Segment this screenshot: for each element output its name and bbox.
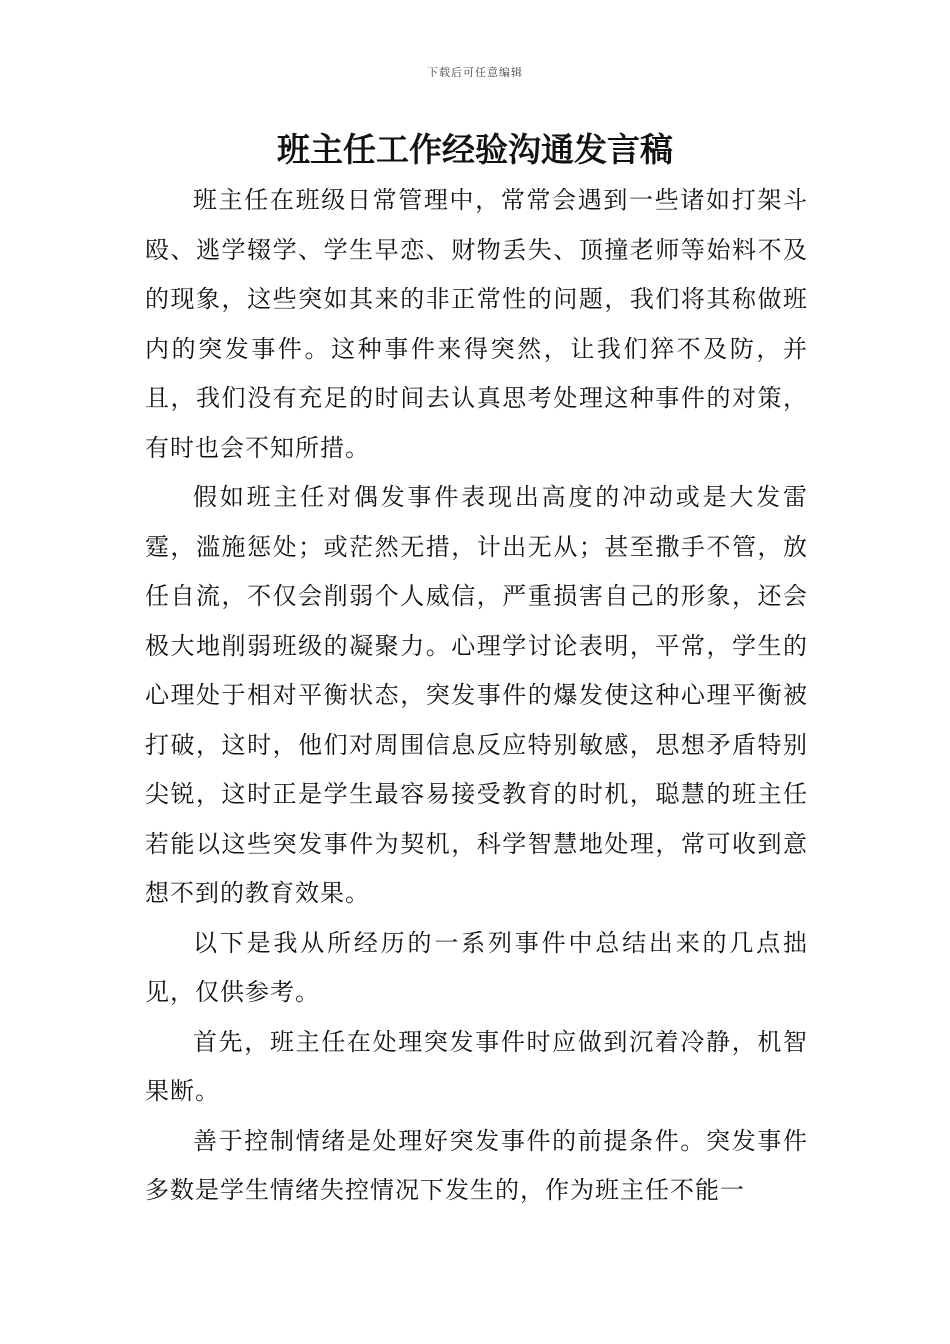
paragraph-4: 首先，班主任在处理突发事件时应做到沉着冷静，机智果断。 (145, 1027, 808, 1105)
document-body (145, 176, 808, 1216)
paragraph-2: 假如班主任对偶发事件表现出高度的冲动或是大发雷霆，滥施惩处；或茫然无措，计出无从；甚至撒手不管，放任自流，不仅会削弱个人威信，严重损害自己的形象，还会极大地削弱班级的凝聚力。心理学讨论表明，平常，学生的心理处于相对平衡状态，突发事件的爆发使这种心理平衡被打破，这时，他们对周围信息反应特别敏感，思想矛盾特别尖锐，这时正是学生最容易接受教育的时机，聪慧的班主任若能以这些突发事件为契机，科学智慧地处理，常可收到意想不到的教育效果。 (145, 483, 808, 907)
header-note: 下载后可任意编辑 (427, 66, 523, 79)
document-title: 班主任工作经验沟通发言稿 (277, 130, 673, 169)
paragraph-1: 班主任在班级日常管理中，常常会遇到一些诸如打架斗殴、逃学辍学、学生早恋、财物丢失、顶撞老师等始料不及的现象，这些突如其来的非正常性的问题，我们将其称做班内的突发事件。这种事件来得突然，让我们猝不及防，并且，我们没有充足的时间去认真思考处理这种事件的对策，有时也会不知所措。 (145, 186, 808, 462)
paragraph-5: 善于控制情绪是处理好突发事件的前提条件。突发事件多数是学生情绪失控情况下发生的，作为班主任不能一 (145, 1126, 808, 1204)
paragraph-3: 以下是我从所经历的一系列事件中总结出来的几点拙见，仅供参考。 (145, 928, 808, 1006)
